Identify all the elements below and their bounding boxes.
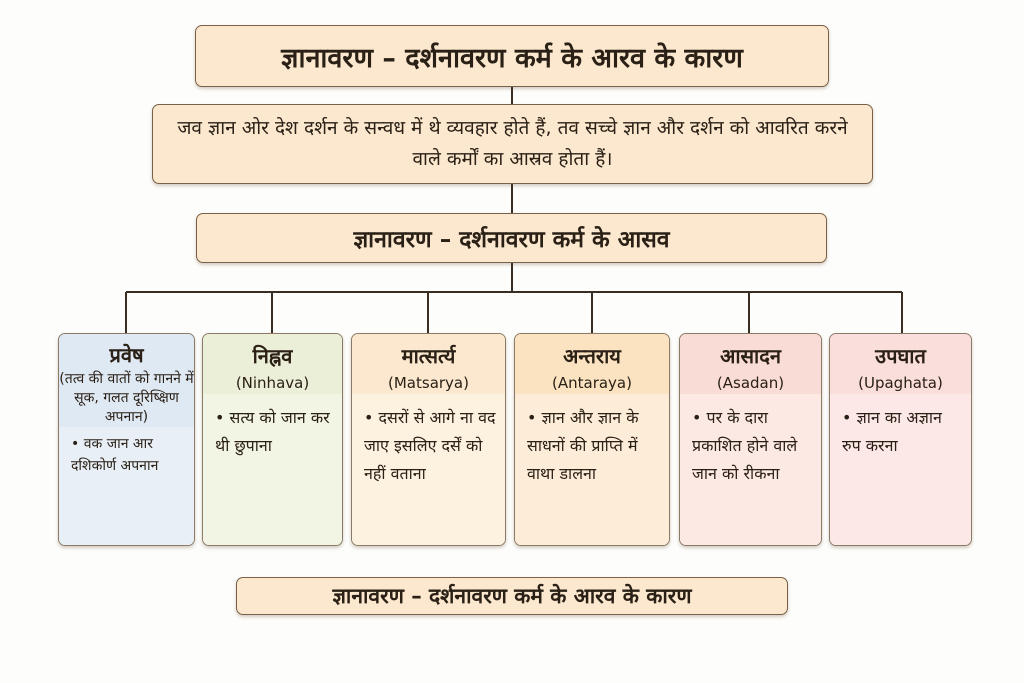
card-title: अन्तराय (563, 344, 621, 368)
card-header (515, 334, 669, 394)
title-top: ज्ञानावरण – दर्शनावरण कर्म के आरव के कारण (195, 25, 829, 87)
card-header (203, 334, 342, 394)
card-bullet: • दसरों से आगे ना वद जाए इसलिए दर्सें को नहीं वताना (364, 408, 496, 483)
title-mid: ज्ञानावरण – दर्शनावरण कर्म के आसव (196, 213, 827, 263)
card-header (680, 334, 821, 394)
card-header (352, 334, 505, 394)
card-title: आसादन (720, 344, 781, 368)
card-title: प्रवेष (109, 343, 144, 367)
card-subtitle: (Upaghata) (858, 374, 943, 392)
card-upaghata (829, 333, 972, 546)
card-subtitle: (Matsarya) (388, 374, 469, 392)
card-bullet: • ज्ञान और ज्ञान के साधनों की प्राप्ति में वाथा डालना (527, 408, 639, 483)
title-bottom: ज्ञानावरण – दर्शनावरण कर्म के आरव के कारण (236, 577, 788, 615)
card-body (830, 394, 971, 545)
card-title: निह्नव (252, 344, 293, 368)
card-antaraya (514, 333, 670, 546)
card-title: उपघात (875, 344, 926, 368)
card-bullet: • पर के दारा प्रकाशित होने वाले जान को रीकना (692, 408, 798, 483)
card-ninhava (202, 333, 343, 546)
card-body (352, 394, 505, 545)
card-bullet: • सत्य को जान कर थी छुपाना (215, 408, 330, 455)
description-box: जव ज्ञान ओर देश दर्शन के सन्वध में थे व्यवहार होते हैं, तव सच्चे ज्ञान और दर्शन को आवरित करने वाले कर्मों का आस्रव होता हैं। (152, 104, 873, 184)
card-body (203, 394, 342, 545)
card-subtitle: (Asadan) (716, 374, 785, 392)
card-header (59, 334, 194, 427)
card-body (680, 394, 821, 545)
card-bullet: • ज्ञान का अज्ञान रुप करना (842, 408, 942, 455)
card-subtitle: (Antaraya) (552, 374, 632, 392)
card-subtitle: (Ninhava) (235, 374, 310, 392)
card-body (59, 427, 194, 545)
card-matsarya (351, 333, 506, 546)
card-subtitle: (तत्व की वातों को गानने में सूक, गलत दूरिष्क्षिण अपनान) (59, 371, 194, 425)
card-header (830, 334, 971, 394)
card-body (515, 394, 669, 545)
card-bullet: • वक जान आर दशिकोर्ण अपनान (71, 436, 159, 474)
card-asadan (679, 333, 822, 546)
card-pravesh (58, 333, 195, 546)
card-title: मात्सर्त्य (401, 344, 456, 368)
